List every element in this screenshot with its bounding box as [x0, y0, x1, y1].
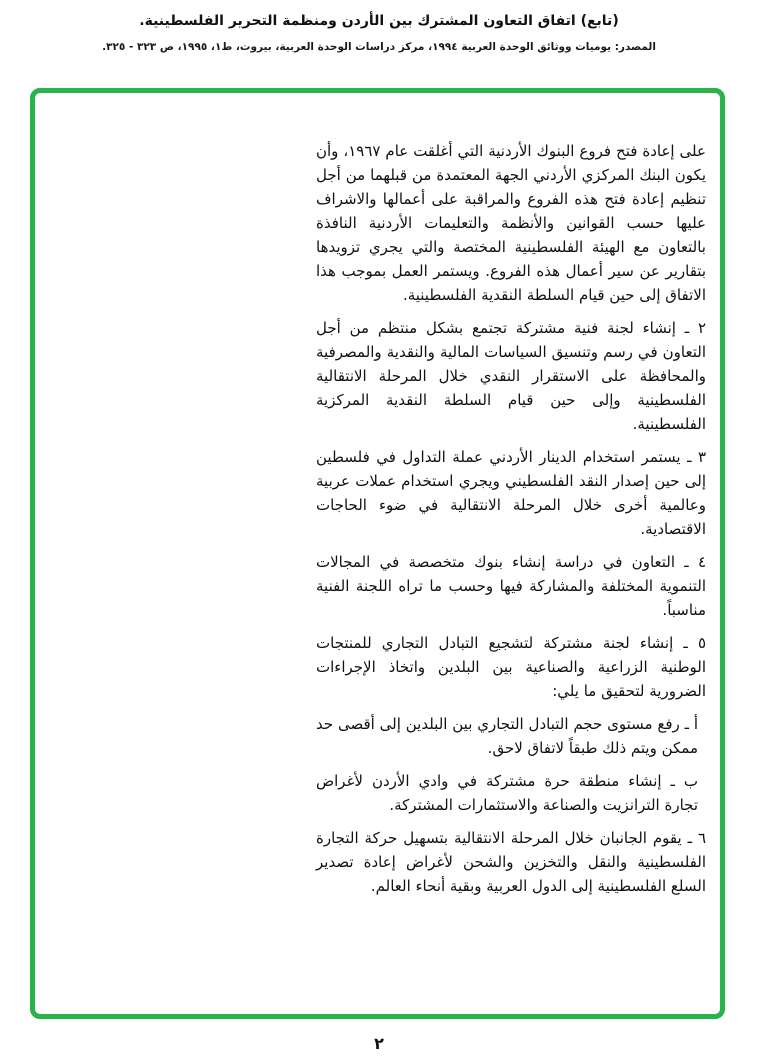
paragraph-continuation: على إعادة فتح فروع البنوك الأردنية التي أغلقت عام ١٩٦٧، وأن يكون البنك المركزي الأردني الجهة المعتمدة من قبلهما من أجل تنظيم إعادة فتح هذه الفروع والمراقبة على أعمالها والاشراف عليها حسب القوانين والأنظمة والتعليمات الأردنية النافذة بالتعاون مع الهيئة الفلسطينية المختصة والتي يجري تزويدها بتقارير عن سير أعمال هذه الفروع. ويستمر العمل بموجب هذا الاتفاق إلى حين قيام السلطة النقدية الفلسطينية.: [316, 142, 706, 304]
document-body: [316, 139, 706, 898]
paragraph-subitem-b: ب ـ إنشاء منطقة حرة مشتركة في وادي الأردن لأغراض تجارة الترانزيت والصناعة والاستثمارات المشتركة.: [316, 772, 698, 814]
green-framed-content-box: [30, 88, 725, 1019]
page-header: [0, 0, 758, 53]
document-title: (تابع) اتفاق التعاون المشترك بين الأردن ومنظمة التحرير الفلسطينية.: [139, 13, 619, 29]
source-citation: المصدر: يوميات ووثائق الوحدة العربية ١٩٩٤، مركز دراسات الوحدة العربية، بيروت، ط١، ١٩٩٥، ص ٣٢٣ - ٣٢٥.: [102, 41, 656, 53]
paragraph-item-6: ٦ ـ يقوم الجانبان خلال المرحلة الانتقالية بتسهيل حركة التجارة الفلسطينية والنقل والتخزين والشحن لأغراض إعادة تصدير السلع الفلسطينية إلى الدول العربية وبقية أنحاء العالم.: [316, 829, 706, 895]
page-number: ٢: [374, 1034, 384, 1053]
paragraph-item-2: ٢ ـ إنشاء لجنة فنية مشتركة تجتمع بشكل منتظم من أجل التعاون في رسم وتنسيق السياسات المالية والنقدية والمصرفية والمحافظة على الاستقرار النقدي خلال المرحلة الانتقالية الفلسطينية وإلى حين قيام السلطة النقدية المركزية الفلسطينية.: [316, 319, 706, 433]
paragraph-item-5: ٥ ـ إنشاء لجنة مشتركة لتشجيع التبادل التجاري للمنتجات الوطنية الزراعية والصناعية بين البلدين واتخاذ الإجراءات الضرورية لتحقيق ما يلي:: [316, 634, 706, 700]
paragraph-item-3: ٣ ـ يستمر استخدام الدينار الأردني عملة التداول في فلسطين إلى حين إصدار النقد الفلسطيني ويجري استخدام عملات عربية وعالمية أخرى خلال المرحلة الانتقالية في ضوء الحاجات الاقتصادية.: [316, 448, 706, 538]
paragraph-item-4: ٤ ـ التعاون في دراسة إنشاء بنوك متخصصة في المجالات التنموية المختلفة والمشاركة فيها وحسب ما تراه اللجنة الفنية مناسباً.: [316, 553, 706, 619]
paragraph-subitem-a: أ ـ رفع مستوى حجم التبادل التجاري بين البلدين إلى أقصى حد ممكن ويتم ذلك طبقاً لاتفاق لاحق.: [316, 715, 698, 757]
